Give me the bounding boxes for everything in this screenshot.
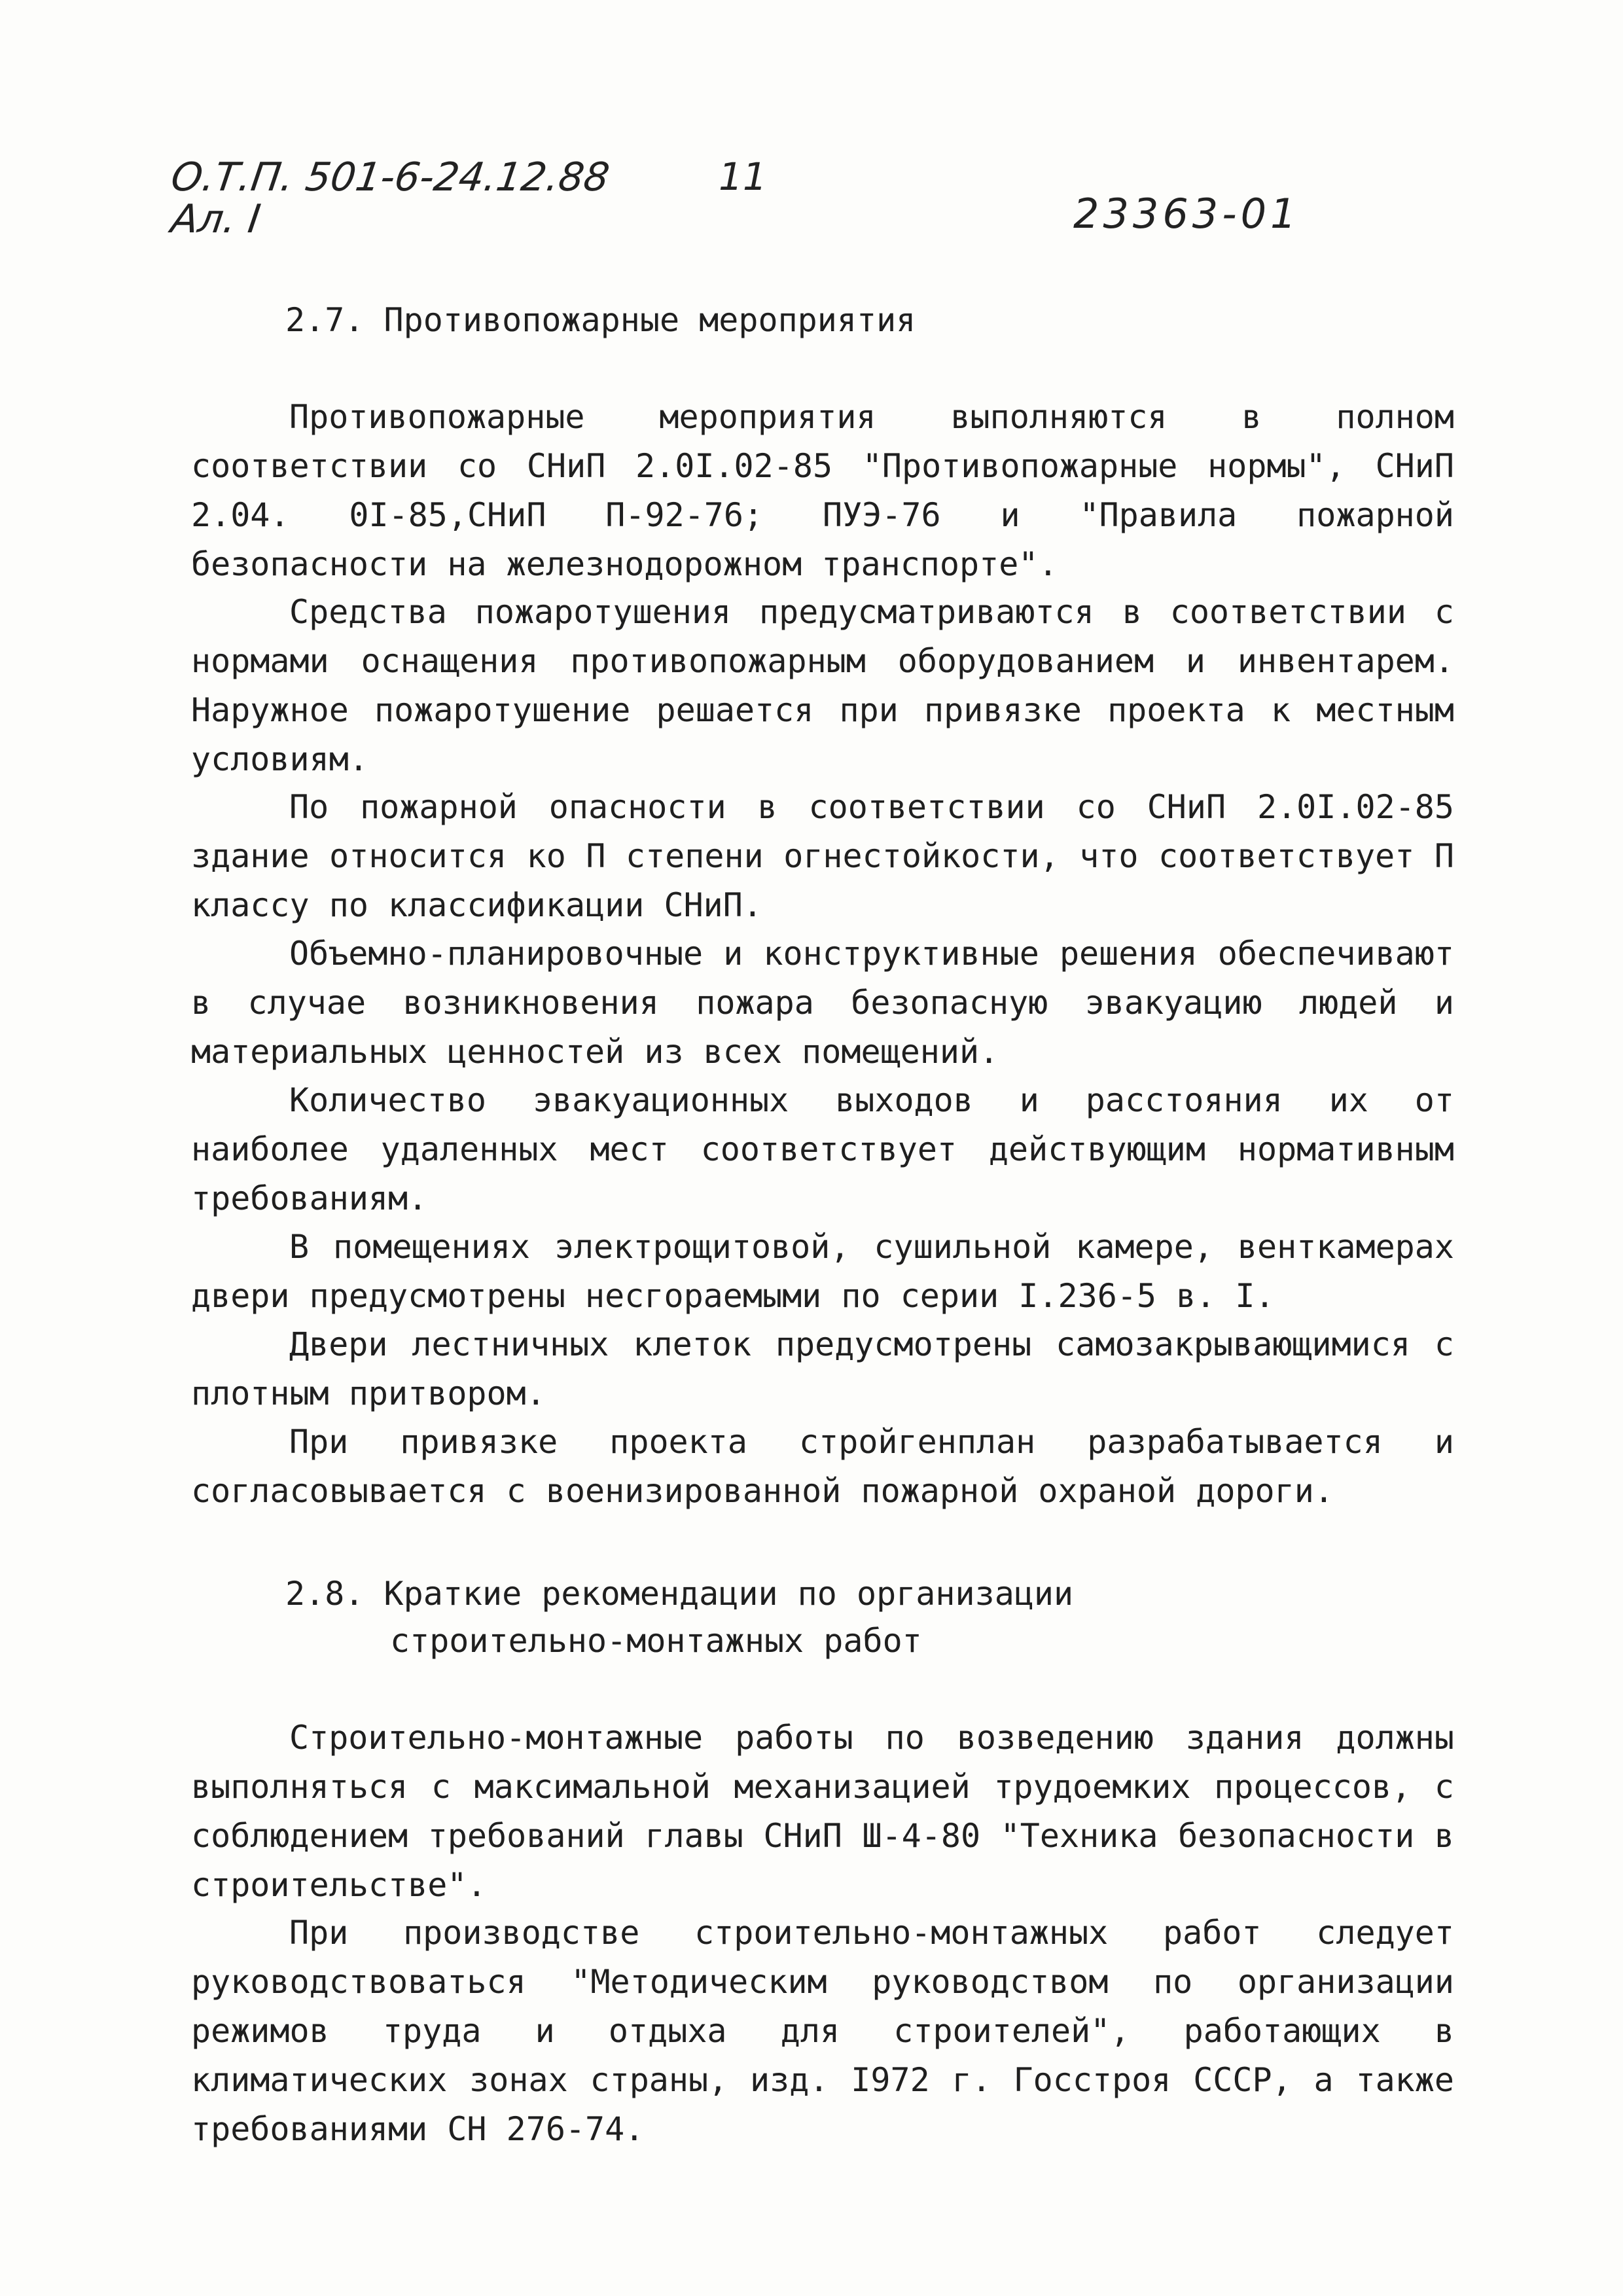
doc-code-handwritten: О.Т.П. 501-6-24.12.88: [168, 154, 613, 200]
section-2-7-paragraph-3: По пожарной опасности в соответствии со СНиП 2.0I.02-85 здание относится ко П степени огнестойкости, что соответствует П классу по классификации СНиП.: [191, 788, 1454, 924]
section-2-8-title-line-1: 2.8. Краткие рекомендации по организации: [285, 1575, 1074, 1613]
section-2-7-paragraph-5: Количество эвакуационных выходов и расстояния их от наиболее удаленных мест соответствует действующим нормативным требованиям.: [191, 1081, 1454, 1217]
section-2-7-paragraph-1: Противопожарные мероприятия выполняются в полном соответствии со СНиП 2.0I.02-85 "Противопожарные нормы", СНиП 2.04. 0I-85,СНиП П-92-76; ПУЭ-76 и "Правила пожарной безопасности на железнодорожном транспорте".: [191, 398, 1454, 583]
section-2-8-paragraph-1: Строительно-монтажные работы по возведению здания должны выполняться с максимальной механизацией трудоемких процессов, с соблюдением требований главы СНиП Ш-4-80 "Техника безопасности в строительстве".: [191, 1719, 1454, 1904]
section-2-8-paragraph-2: При производстве строительно-монтажных работ следует руководствоваться "Методическим руководством по организации режимов труда и отдыха для строителей", работающих в климатических зонах страны, изд. I972 г. Госстроя СССР, а также требованиями СН 276-74.: [191, 1914, 1454, 2148]
section-2-7-title: 2.7. Противопожарные мероприятия: [285, 301, 916, 339]
section-2-8-title-line-2: строительно-монтажных работ: [390, 1622, 922, 1660]
section-2-7-paragraph-7: Двери лестничных клеток предусмотрены самозакрывающимися с плотным притвором.: [191, 1325, 1454, 1412]
section-2-7-paragraph-6: В помещениях электрощитовой, сушильной камере, венткамерах двери предусмотрены несгораемыми по серии I.236-5 в. I.: [191, 1228, 1454, 1315]
section-2-7-paragraph-8: При привязке проекта стройгенплан разрабатывается и согласовывается с военизированной пожарной охраной дороги.: [191, 1423, 1454, 1510]
sheet-label-handwritten: Ал. I: [168, 196, 264, 242]
registration-number-handwritten: 23363-01: [1073, 190, 1300, 238]
section-2-7-paragraph-4: Объемно-планировочные и конструктивные решения обеспечивают в случае возникновения пожара безопасную эвакуацию людей и материальных ценностей из всех помещений.: [191, 935, 1454, 1071]
section-2-7-paragraph-2: Средства пожаротушения предусматриваются в соответствии с нормами оснащения противопожарным оборудованием и инвентарем. Наружное пожаротушение решается при привязке проекта к местным условиям.: [191, 593, 1454, 778]
page-number-handwritten: 11: [719, 154, 767, 199]
